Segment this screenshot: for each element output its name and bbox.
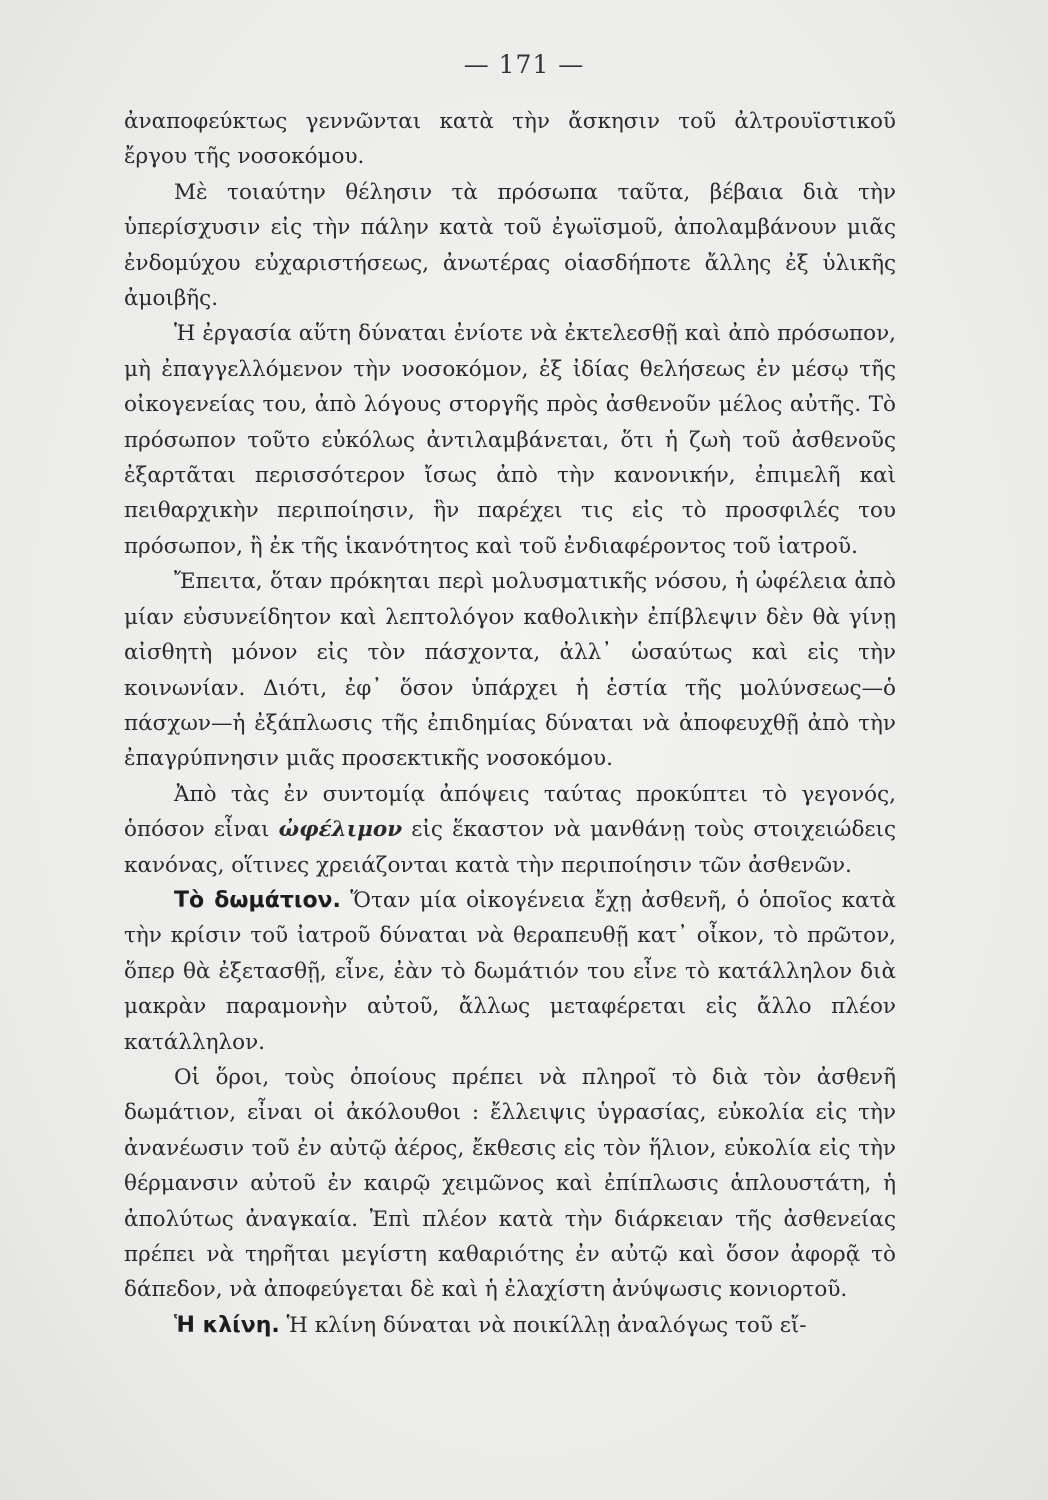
paragraph-useful bbox=[124, 777, 896, 883]
paragraph-useful-before: Ἀπὸ τὰς ἐν συντομίᾳ ἀπόψεις ταύτας προκύπτει τὸ γεγονός, ὁπόσον εἶναι bbox=[124, 781, 896, 843]
body-text bbox=[124, 104, 896, 1343]
paragraph-conditions: Οἱ ὅροι, τοὺς ὁποίους πρέπει νὰ πληροῖ τὸ διὰ τὸν ἀσθενῆ δωμάτιον, εἶναι οἱ ἀκόλουθοι : ἔλλειψις ὑγρασίας, εὐκολία εἰς τὴν ἀνανέωσιν τοῦ ἐν αὐτῷ ἀέρος, ἔκθεσις εἰς τὸν ἥλιον, εὐκολία εἰς τὴν θέρμανσιν αὐτοῦ ἐν καιρῷ χειμῶνος καὶ ἐπίπλωσις ἁπλουστάτη, ἡ ἀπολύτως ἀναγκαία. Ἐπὶ πλέον κατὰ τὴν διάρκειαν τῆς ἀσθενείας πρέπει νὰ τηρῆται μεγίστη καθαριότης ἐν αὐτῷ καὶ ὅσον ἀφορᾷ τὸ δάπεδον, νὰ ἀποφεύγεται δὲ καὶ ἡ ἐλαχίστη ἀνύψωσις κονιορτοῦ. bbox=[124, 1064, 896, 1303]
paragraph-continuation: ἀναποφεύκτως γεννῶνται κατὰ τὴν ἄσκησιν τοῦ ἀλτρουϊστικοῦ ἔργου τῆς νοσοκόμου. bbox=[124, 109, 896, 170]
paragraph-work: Ἡ ἐργασία αὕτη δύναται ἐνίοτε νὰ ἐκτελεσθῇ καὶ ἀπὸ πρόσωπον, μὴ ἐπαγγελλόμενον τὴν νοσοκόμον, ἐξ ἰδίας θελήσεως ἐν μέσῳ τῆς οἰκογενείας του, ἀπὸ λόγους στοργῆς πρὸς ἀσθενοῦν μέλος αὐτῆς. Τὸ πρόσωπον τοῦτο εὐκόλως ἀντιλαμβάνεται, ὅτι ἡ ζωὴ τοῦ ἀσθενοῦς ἐξαρτᾶται περισσότερον ἴσως ἀπὸ τὴν κανονικήν, ἐπιμελῆ καὶ πειθαρχικὴν περιποίησιν, ἣν παρέχει τις εἰς τὸ προσφιλές του πρόσωπον, ἢ ἐκ τῆς ἱκανότητος καὶ τοῦ ἐνδιαφέροντος τοῦ ἰατροῦ. bbox=[124, 321, 896, 559]
paragraph-room-text: Ὅταν μία οἰκογένεια ἔχῃ ἀσθενῆ, ὁ ὁποῖος κατὰ τὴν κρίσιν τοῦ ἰατροῦ δύναται νὰ θεραπευθῇ κατ᾽ οἶκον, τὸ πρῶτον, ὅπερ θὰ ἐξετασθῇ, εἶνε, ἐὰν τὸ δωμάτιόν του εἶνε τὸ κατάλληλον διὰ μακρὰν παραμονὴν αὐτοῦ, ἄλλως μεταφέρεται εἰς ἄλλο πλέον κατάλληλον. bbox=[124, 887, 896, 1055]
paragraph-infection: Ἔπειτα, ὅταν πρόκηται περὶ μολυσματικῆς νόσου, ἡ ὠφέλεια ἀπὸ μίαν εὐσυνείδητον καὶ λεπτολόγον καθολικὴν ἐπίβλεψιν δὲν θὰ γίνῃ αἰσθητὴ μόνον εἰς τὸν πάσχοντα, ἀλλ᾽ ὡσαύτως καὶ εἰς τὴν κοινωνίαν. Διότι, ἐφ᾽ ὅσον ὑπάρχει ἡ ἑστία τῆς μολύνσεως—ὁ πάσχων—ἡ ἐξάπλωσις τῆς ἐπιδημίας δύναται νὰ ἀποφευχθῇ ἀπὸ τὴν ἐπαγρύπνησιν μιᾶς προσεκτικῆς νοσοκόμου. bbox=[124, 569, 896, 772]
paragraph-useful-after: εἰς ἕκαστον νὰ μανθάνῃ τοὺς στοιχειώδεις κανόνας, οἵτινες χρειάζονται κατὰ τὴν περιποίησιν τῶν ἀσθενῶν. bbox=[124, 817, 896, 878]
page-number: — 171 — bbox=[463, 50, 585, 79]
paragraph-bed bbox=[124, 1308, 896, 1343]
section-heading-bed: Ἡ κλίνη. bbox=[174, 1312, 280, 1338]
section-heading-room: Τὸ δωμάτιον. bbox=[174, 887, 341, 913]
paragraph-bed-text: Ἡ κλίνη δύναται νὰ ποικίλλῃ ἀναλόγως τοῦ εἴ- bbox=[279, 1312, 807, 1338]
paragraph-will: Μὲ τοιαύτην θέλησιν τὰ πρόσωπα ταῦτα, βέβαια διὰ τὴν ὑπερίσχυσιν εἰς τὴν πάλην κατὰ τοῦ ἐγωϊσμοῦ, ἀπολαμβάνουν μιᾶς ἐνδομύχου εὐχαριστήσεως, ἀνωτέρας οἱασδήποτε ἄλλης ἐξ ὑλικῆς ἀμοιβῆς. bbox=[124, 179, 896, 312]
paragraph-room bbox=[124, 883, 896, 1060]
emphasized-word: ὠφέλιμον bbox=[278, 817, 403, 843]
